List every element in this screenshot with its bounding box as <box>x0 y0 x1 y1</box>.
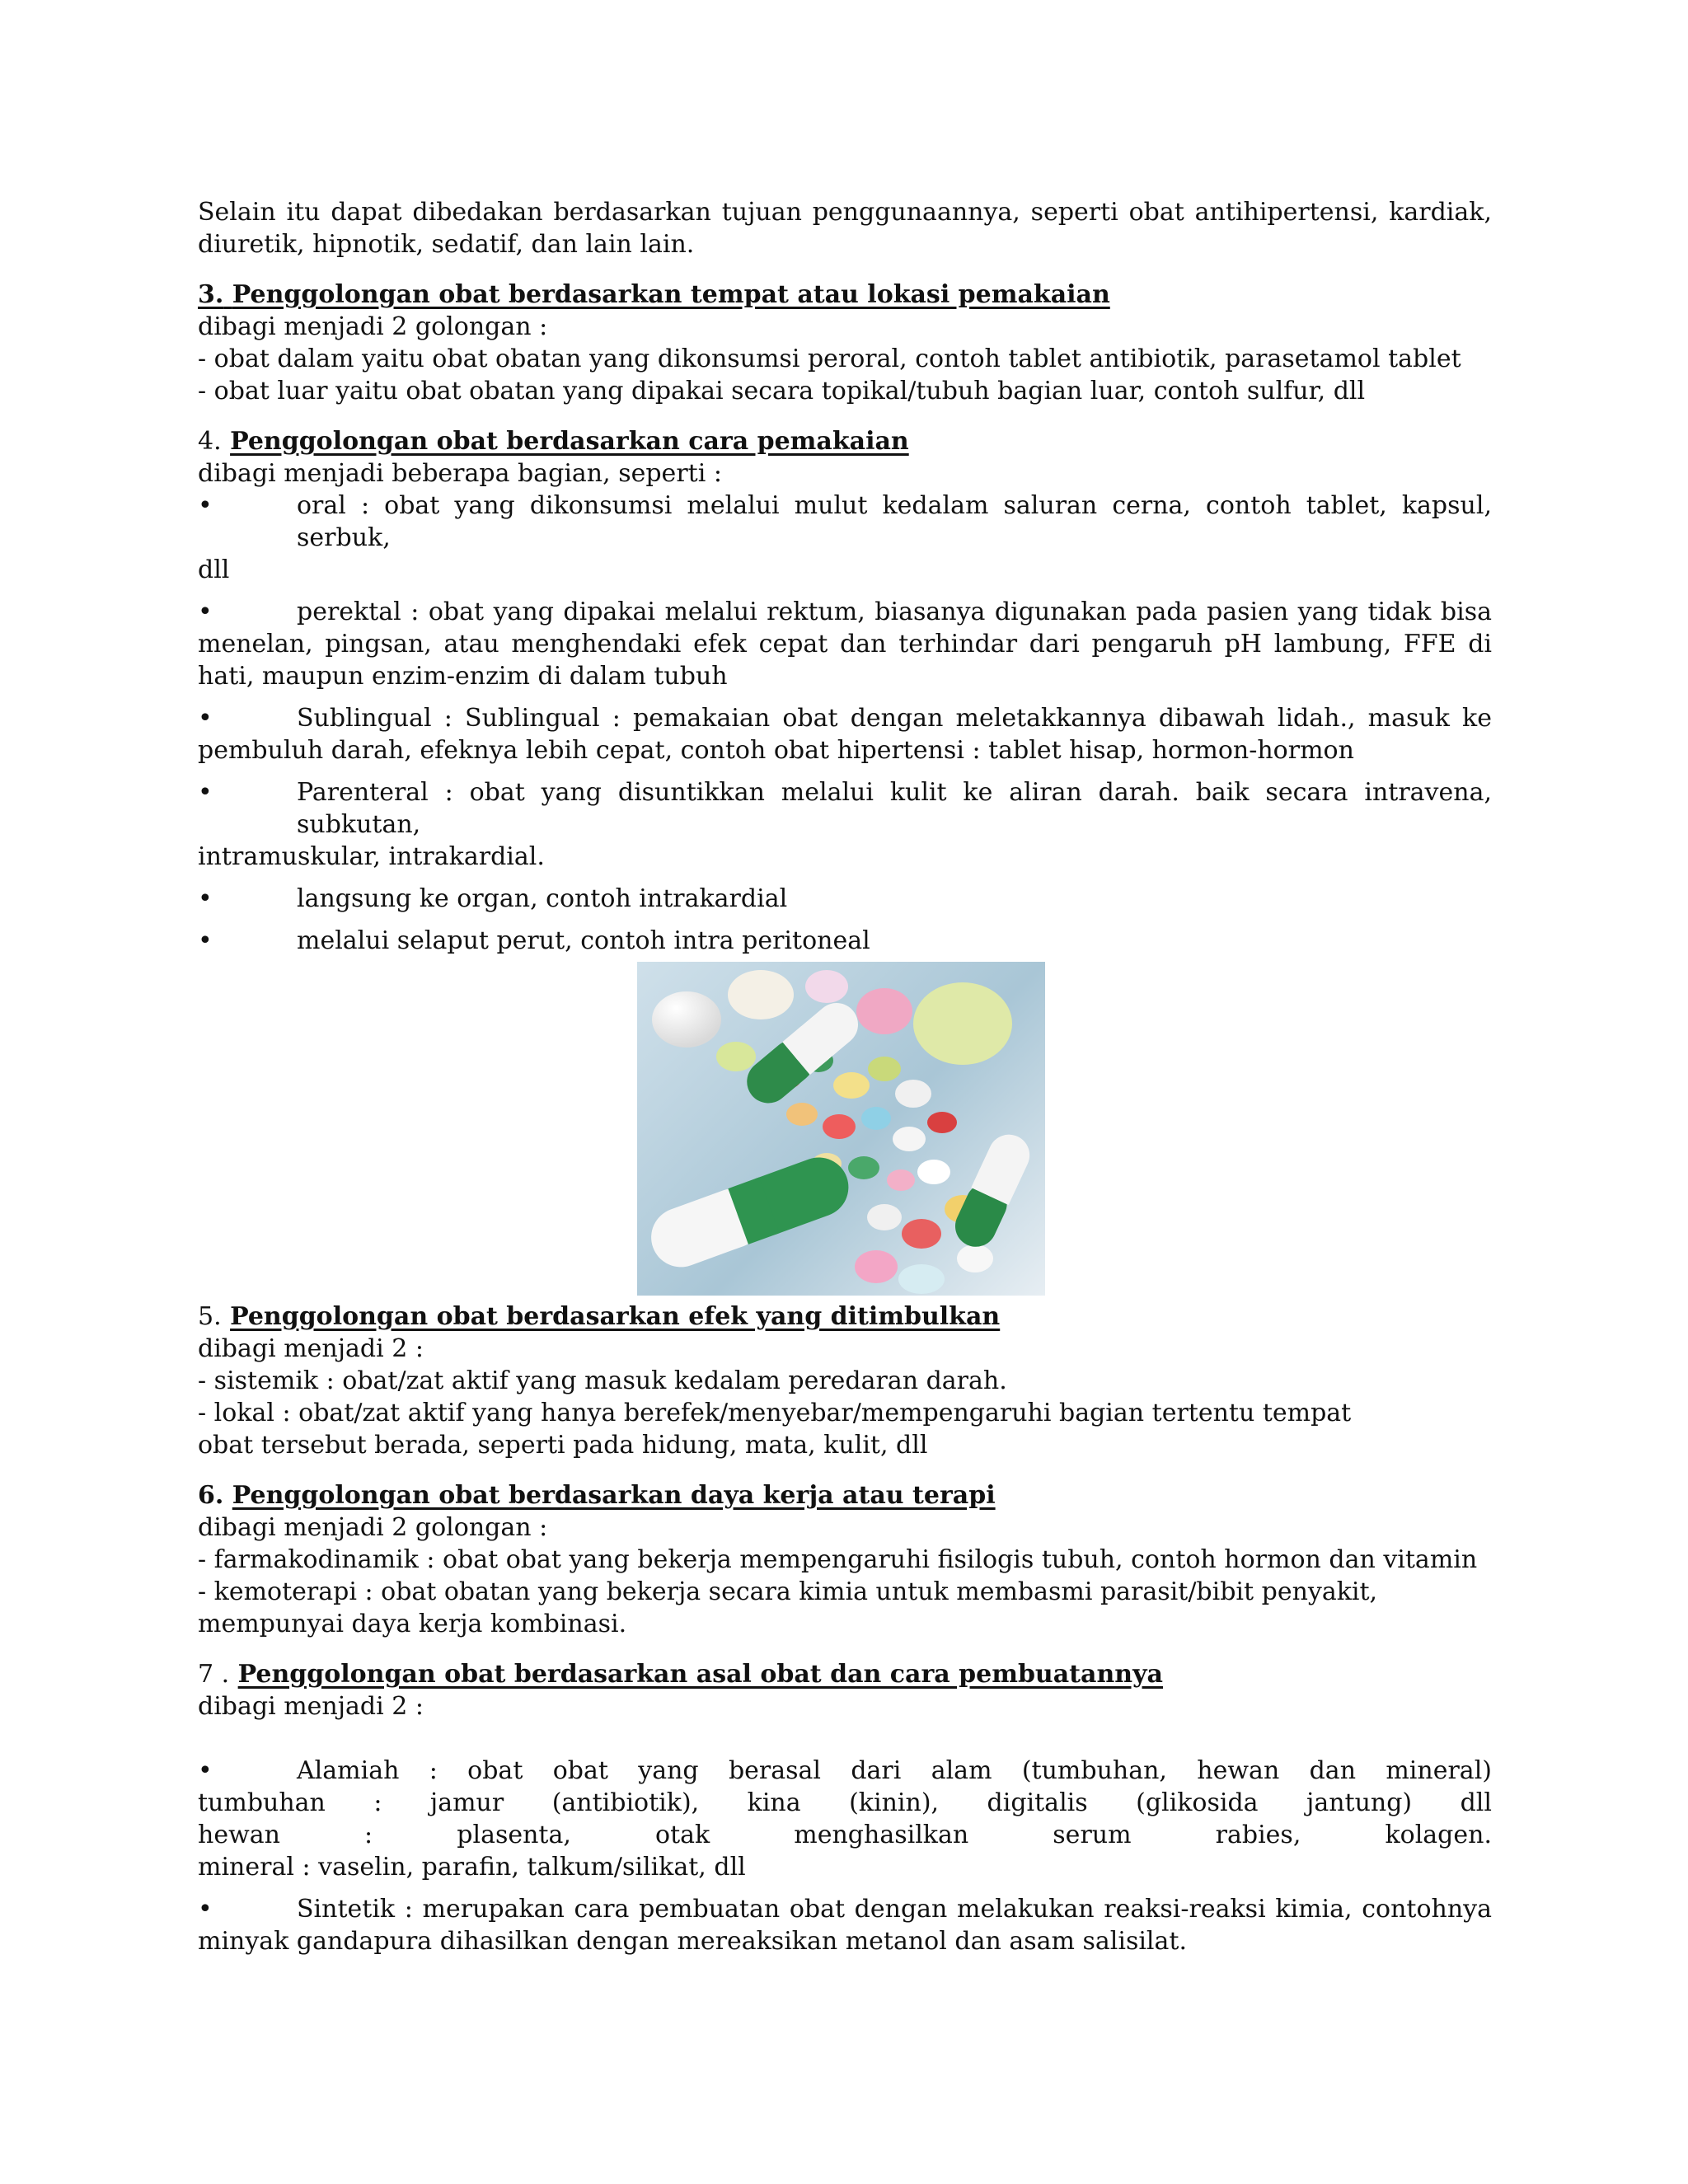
section-5-line: - sistemik : obat/zat aktif yang masuk kedalam peredaran darah. <box>198 1366 1007 1395</box>
bullet-text: Alamiah : obat obat yang berasal dari alam (tumbuhan, hewan dan mineral) <box>297 1756 1492 1785</box>
section-3-line: - obat luar yaitu obat obatan yang dipakai secara topikal/tubuh bagian luar, contoh sulfur, dll <box>198 377 1366 405</box>
bullet-text-continued: tumbuhan : jamur (antibiotik), kina (kinin), digitalis (glikosida jantung) dll <box>198 1788 1492 1817</box>
section-7-number: 7 . <box>198 1660 230 1689</box>
bullet-text-continued: intramuskular, intrakardial. <box>198 842 545 871</box>
intro-paragraph: Selain itu dapat dibedakan berdasarkan tujuan penggunaannya, seperti obat antihipertensi, kardiak, diuretik, hipnotik, sedatif, dan lain lain. <box>198 198 1492 259</box>
section-4-number: 4. <box>198 427 222 456</box>
section-5-number: 5. <box>198 1302 222 1331</box>
bullet-icon: • <box>198 1756 213 1785</box>
bullet-text-continued: pembuluh darah, efeknya lebih cepat, contoh obat hipertensi : tablet hisap, hormon-hormon <box>198 736 1354 765</box>
list-item <box>198 925 1492 957</box>
bullet-text-continued: dll <box>198 555 230 584</box>
bullet-text-continued: minyak gandapura dihasilkan dengan mereaksikan metanol dan asam salisilat. <box>198 1927 1187 1956</box>
list-item <box>198 1893 1492 1957</box>
bullet-text: perektal : obat yang dipakai melalui rektum, biasanya digunakan pada pasien yang tidak bisa <box>297 598 1492 626</box>
section-6-line: - farmakodinamik : obat obat yang bekerja mempengaruhi fisilogis tubuh, contoh hormon dan vitamin <box>198 1545 1478 1574</box>
section-3-line: - obat dalam yaitu obat obatan yang dikonsumsi peroral, contoh tablet antibiotik, parasetamol tablet <box>198 344 1461 373</box>
list-item <box>198 1755 1492 1883</box>
section-4-heading <box>198 425 1492 457</box>
list-item <box>198 776 1492 873</box>
list-item <box>198 596 1492 692</box>
bullet-text: oral : obat yang dikonsumsi melalui mulut kedalam saluran cerna, contoh tablet, kapsul, serbuk, <box>297 491 1492 552</box>
section-6-heading <box>198 1479 1492 1511</box>
list-item <box>198 702 1492 766</box>
bullet-icon: • <box>198 704 213 733</box>
pills-image <box>637 962 1045 1296</box>
list-item <box>198 883 1492 915</box>
bullet-icon: • <box>198 491 213 520</box>
section-6-title: Penggolongan obat berdasarkan daya kerja atau terapi <box>232 1481 996 1510</box>
section-4-title: Penggolongan obat berdasarkan cara pemakaian <box>230 427 909 456</box>
bullet-text-continued: hewan : plasenta, otak menghasilkan serum rabies, kolagen. <box>198 1821 1492 1849</box>
bullet-text: langsung ke organ, contoh intrakardial <box>297 884 788 913</box>
bullet-icon: • <box>198 884 213 913</box>
bullet-icon: • <box>198 926 213 955</box>
bullet-text: Sublingual : Sublingual : pemakaian obat dengan meletakkannya dibawah lidah., masuk ke <box>297 704 1492 733</box>
section-5-intro: dibagi menjadi 2 : <box>198 1334 424 1363</box>
section-3-heading <box>198 279 1492 311</box>
section-3-intro: dibagi menjadi 2 golongan : <box>198 312 548 341</box>
document-page <box>198 196 1492 1957</box>
bullet-icon: • <box>198 1895 213 1924</box>
section-6-line: - kemoterapi : obat obatan yang bekerja secara kimia untuk membasmi parasit/bibit penyakit, mempunyai daya kerja kombinasi. <box>198 1577 1378 1638</box>
section-5-line: - lokal : obat/zat aktif yang hanya berefek/menyebar/mempengaruhi bagian tertentu tempat obat tersebut berada, seperti pada hidung, mata, kulit, dll <box>198 1399 1352 1460</box>
section-3-title: Penggolongan obat berdasarkan tempat atau lokasi pemakaian <box>232 280 1110 309</box>
section-4-intro: dibagi menjadi beberapa bagian, seperti : <box>198 459 722 488</box>
bullet-text: Sintetik : merupakan cara pembuatan obat dengan melakukan reaksi-reaksi kimia, contohnya <box>297 1895 1492 1924</box>
section-7-intro: dibagi menjadi 2 : <box>198 1692 424 1721</box>
bullet-icon: • <box>198 778 213 807</box>
bullet-text: Parenteral : obat yang disuntikkan melalui kulit ke aliran darah. baik secara intravena, subkutan, <box>297 778 1492 839</box>
section-5-heading <box>198 1301 1492 1333</box>
section-3-number: 3. <box>198 280 224 309</box>
bullet-text: melalui selaput perut, contoh intra peritoneal <box>297 926 870 955</box>
section-6-intro: dibagi menjadi 2 golongan : <box>198 1513 548 1542</box>
bullet-text-continued: menelan, pingsan, atau menghendaki efek cepat dan terhindar dari pengaruh pH lambung, FFE di hati, maupun enzim-enzim di dalam tubuh <box>198 630 1492 691</box>
bullet-icon: • <box>198 598 213 626</box>
section-7-heading <box>198 1658 1492 1690</box>
bullet-text-continued: mineral : vaselin, parafin, talkum/silikat, dll <box>198 1853 746 1882</box>
section-6-number: 6. <box>198 1481 224 1510</box>
section-7-title: Penggolongan obat berdasarkan asal obat dan cara pembuatannya <box>237 1660 1163 1689</box>
list-item <box>198 490 1492 586</box>
section-5-title: Penggolongan obat berdasarkan efek yang ditimbulkan <box>230 1302 1001 1331</box>
